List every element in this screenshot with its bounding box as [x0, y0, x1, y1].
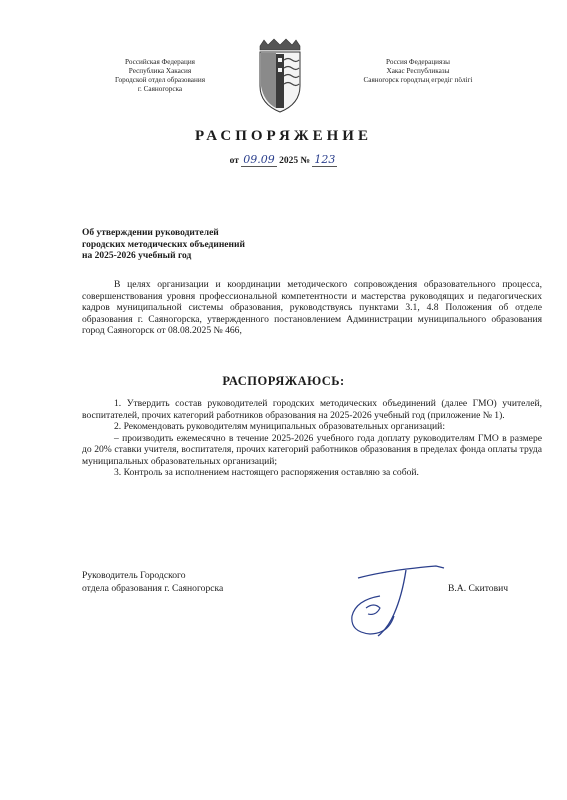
signatory-position	[82, 570, 312, 595]
subject-line: на 2025-2026 учебный год	[82, 251, 192, 261]
order-items	[82, 398, 542, 479]
document-subject	[82, 228, 342, 263]
signatory-position-line: Руководитель Городского	[82, 570, 186, 581]
signatory-name: В.А. Скитович	[448, 583, 509, 594]
header-left-line: Городской отдел образования	[115, 76, 205, 84]
handwritten-date: 09.09	[243, 153, 275, 166]
preamble-paragraph: В целях организации и координации методического сопровождения образовательного процесса, совершенствования уровня профессиональной компетентности и мастерства руководящих и педагогических кадров муниципальной системы образования, руководствуясь пунктами 3.1, 4.8 Положения об отделе образования г. Саяногорска, утвержденного постановлением Администрации муниципального образования город Саяногорск от 08.08.2025 № 466,	[82, 279, 542, 336]
handwritten-number: 123	[314, 153, 336, 166]
header-left-line: г. Саяногорска	[137, 85, 183, 93]
order-heading: РАСПОРЯЖАЮСЬ:	[222, 374, 345, 388]
subject-line: городских методических объединений	[82, 239, 245, 250]
order-subitem: – производить ежемесячно в течение 2025-2026 учебного года доплату руководителям ГМО в размере до 20% ставки учителя, воспитателя, прочих категорий работников образования в пределах фонда оплаты труда муниципальных образовательных организаций;	[82, 432, 542, 467]
order-item: 1. Утвердить состав руководителей городских методических объединений (далее ГМО) учителей, воспитателей, прочих категорий работников образования на 2025-2026 учебный год (приложение № 1).	[82, 398, 542, 421]
date-number-line	[0, 153, 567, 167]
signatory-position-line: отдела образования г. Саяногорска	[82, 582, 224, 594]
handwritten-signature	[318, 556, 458, 646]
header-right-line: Хакас Республиказы	[386, 67, 450, 75]
sayanogorsk-coat-of-arms-icon	[246, 38, 314, 114]
header-left-line: Российская Федерация	[125, 58, 195, 66]
header-right-line: Россия Федерациязы	[386, 58, 450, 66]
date-prefix: от	[229, 156, 239, 166]
header-right-block	[352, 58, 484, 85]
year-number-label: 2025 №	[279, 156, 311, 166]
header-left-line: Республика Хакасия	[128, 67, 192, 75]
header-right-line: Саяногорск городтың егредiг пӧлiгi	[363, 76, 473, 84]
subject-line: Об утверждении руководителей	[82, 228, 219, 238]
order-item: 2. Рекомендовать руководителям муниципальных образовательных организаций:	[114, 421, 445, 432]
document-title: РАСПОРЯЖЕНИЕ	[195, 128, 372, 144]
header-left-block	[96, 58, 224, 94]
order-item: 3. Контроль за исполнением настоящего распоряжения оставляю за собой.	[114, 467, 419, 478]
